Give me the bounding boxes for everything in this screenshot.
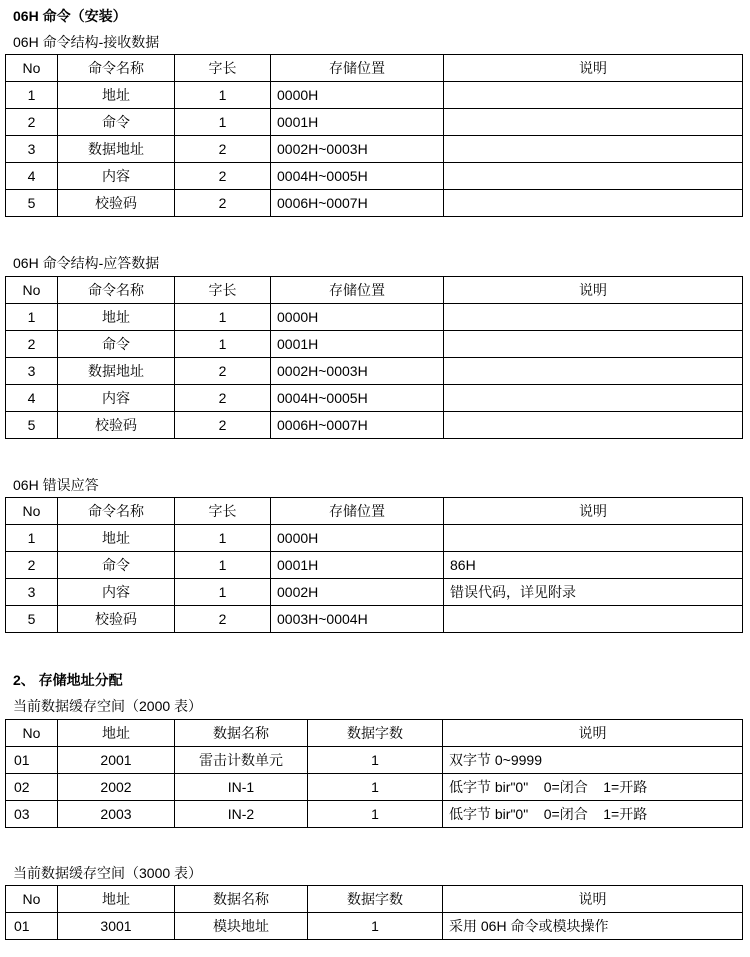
- table-cell: 2003: [58, 801, 175, 828]
- table-cell: 0002H: [271, 579, 444, 606]
- table2000-caption: 当前数据缓存空间（2000 表）: [13, 698, 203, 714]
- table-cell: 采用 06H 命令或模块操作: [443, 913, 743, 940]
- header-cell: 说明: [443, 720, 743, 747]
- table-cell: 1: [175, 525, 271, 552]
- header-cell: No: [6, 720, 58, 747]
- table-cell: 3: [6, 579, 58, 606]
- section1-heading: 06H 命令（安装）: [13, 8, 127, 24]
- table-cell: 1: [308, 747, 443, 774]
- table-cell: 1: [6, 525, 58, 552]
- table-cell: 内容: [58, 385, 175, 412]
- table-cell: 0001H: [271, 109, 444, 136]
- table-cell: 命令: [58, 109, 175, 136]
- receive-caption: 06H 命令结构-接收数据: [13, 34, 160, 50]
- table-cell: 2: [6, 552, 58, 579]
- table-cell: [444, 385, 743, 412]
- header-cell: 数据字数: [308, 886, 443, 913]
- table-row: [6, 331, 743, 358]
- table-cell: 2: [175, 163, 271, 190]
- table-cell: [444, 304, 743, 331]
- header-cell: 存储位置: [271, 498, 444, 525]
- table-cell: 内容: [58, 579, 175, 606]
- table-row: [6, 358, 743, 385]
- table-header-row: [6, 55, 743, 82]
- table-2000: [5, 719, 743, 828]
- table-cell: 5: [6, 412, 58, 439]
- table-row: [6, 747, 743, 774]
- table-cell: 0002H~0003H: [271, 358, 444, 385]
- header-cell: 命令名称: [58, 55, 175, 82]
- table-cell: 错误代码，详见附录: [444, 579, 743, 606]
- header-cell: 命令名称: [58, 277, 175, 304]
- table-cell: 1: [308, 774, 443, 801]
- section2-heading: 2、 存储地址分配: [13, 672, 123, 688]
- table-cell: 模块地址: [175, 913, 308, 940]
- table-cell: 1: [175, 552, 271, 579]
- table-header-row: [6, 498, 743, 525]
- table-cell: 5: [6, 606, 58, 633]
- table-cell: 1: [175, 109, 271, 136]
- table-cell: 内容: [58, 163, 175, 190]
- table-cell: 双字节 0~9999: [443, 747, 743, 774]
- table-cell: 数据地址: [58, 358, 175, 385]
- table-row: [6, 190, 743, 217]
- table-cell: 校验码: [58, 190, 175, 217]
- table-cell: 3: [6, 358, 58, 385]
- table-cell: 2: [175, 358, 271, 385]
- table-cell: 命令: [58, 331, 175, 358]
- table-cell: IN-2: [175, 801, 308, 828]
- table-cell: 数据地址: [58, 136, 175, 163]
- table-cell: 0000H: [271, 304, 444, 331]
- header-cell: 数据字数: [308, 720, 443, 747]
- table-cell: 2: [175, 412, 271, 439]
- table-cell: 4: [6, 163, 58, 190]
- header-cell: 说明: [444, 55, 743, 82]
- table-cell: 1: [6, 82, 58, 109]
- table-row: [6, 606, 743, 633]
- table-cell: 0006H~0007H: [271, 412, 444, 439]
- table-cell: 0006H~0007H: [271, 190, 444, 217]
- table-cell: 1: [6, 304, 58, 331]
- table-cell: 4: [6, 385, 58, 412]
- table-cell: 2: [175, 136, 271, 163]
- table-row: [6, 304, 743, 331]
- table-cell: 0000H: [271, 82, 444, 109]
- table-cell: 地址: [58, 304, 175, 331]
- table-row: [6, 109, 743, 136]
- table-cell: 0004H~0005H: [271, 385, 444, 412]
- table-cell: 1: [308, 801, 443, 828]
- table-cell: 2: [6, 331, 58, 358]
- header-cell: No: [6, 498, 58, 525]
- table-cell: 86H: [444, 552, 743, 579]
- table-cell: [444, 606, 743, 633]
- table-cell: 1: [308, 913, 443, 940]
- table-row: [6, 774, 743, 801]
- table-cell: 2: [175, 606, 271, 633]
- header-cell: No: [6, 886, 58, 913]
- table-cell: [444, 358, 743, 385]
- table-cell: 3001: [58, 913, 175, 940]
- table-header-row: [6, 720, 743, 747]
- table-cell: 2001: [58, 747, 175, 774]
- table-cell: 2: [175, 190, 271, 217]
- table-cell: 低字节 bir"0" 0=闭合 1=开路: [443, 801, 743, 828]
- table-cell: 地址: [58, 82, 175, 109]
- table-row: [6, 82, 743, 109]
- table-cell: 1: [175, 82, 271, 109]
- table-row: [6, 163, 743, 190]
- header-cell: 地址: [58, 720, 175, 747]
- table-cell: 2002: [58, 774, 175, 801]
- header-cell: 字长: [175, 55, 271, 82]
- error-table: [5, 497, 743, 633]
- table-cell: 2: [175, 385, 271, 412]
- table-cell: 0004H~0005H: [271, 163, 444, 190]
- table-cell: IN-1: [175, 774, 308, 801]
- table-cell: 03: [6, 801, 58, 828]
- table-header-row: [6, 886, 743, 913]
- table-cell: 5: [6, 190, 58, 217]
- table-cell: 01: [6, 747, 58, 774]
- table-cell: [444, 525, 743, 552]
- header-cell: 字长: [175, 277, 271, 304]
- table-cell: 校验码: [58, 412, 175, 439]
- error-caption: 06H 错误应答: [13, 477, 99, 493]
- table-cell: 3: [6, 136, 58, 163]
- table-cell: [444, 136, 743, 163]
- table-cell: 0002H~0003H: [271, 136, 444, 163]
- table-cell: [444, 190, 743, 217]
- table-cell: 1: [175, 304, 271, 331]
- table-cell: 1: [175, 579, 271, 606]
- header-cell: 存储位置: [271, 277, 444, 304]
- table-cell: 0001H: [271, 552, 444, 579]
- table-cell: [444, 331, 743, 358]
- response-caption: 06H 命令结构-应答数据: [13, 255, 160, 271]
- response-table: [5, 276, 743, 439]
- table-cell: 0001H: [271, 331, 444, 358]
- table-row: [6, 385, 743, 412]
- table-cell: 地址: [58, 525, 175, 552]
- header-cell: No: [6, 277, 58, 304]
- table-cell: 命令: [58, 552, 175, 579]
- table-row: [6, 579, 743, 606]
- table-cell: [444, 412, 743, 439]
- table-cell: 02: [6, 774, 58, 801]
- header-cell: 字长: [175, 498, 271, 525]
- table-cell: [444, 163, 743, 190]
- table-cell: 校验码: [58, 606, 175, 633]
- header-cell: 说明: [444, 498, 743, 525]
- table-cell: 2: [6, 109, 58, 136]
- header-cell: 存储位置: [271, 55, 444, 82]
- receive-table: [5, 54, 743, 217]
- table-cell: 雷击计数单元: [175, 747, 308, 774]
- table-3000: [5, 885, 743, 940]
- table-cell: 0000H: [271, 525, 444, 552]
- table-cell: 01: [6, 913, 58, 940]
- table-row: [6, 525, 743, 552]
- header-cell: 数据名称: [175, 720, 308, 747]
- header-cell: 说明: [443, 886, 743, 913]
- header-cell: 地址: [58, 886, 175, 913]
- table-row: [6, 552, 743, 579]
- header-cell: 数据名称: [175, 886, 308, 913]
- table-cell: [444, 82, 743, 109]
- table-header-row: [6, 277, 743, 304]
- header-cell: 命令名称: [58, 498, 175, 525]
- table-cell: [444, 109, 743, 136]
- table-cell: 低字节 bir"0" 0=闭合 1=开路: [443, 774, 743, 801]
- table-row: [6, 913, 743, 940]
- header-cell: No: [6, 55, 58, 82]
- table-row: [6, 412, 743, 439]
- header-cell: 说明: [444, 277, 743, 304]
- table-cell: 1: [175, 331, 271, 358]
- table-row: [6, 136, 743, 163]
- table-cell: 0003H~0004H: [271, 606, 444, 633]
- table3000-caption: 当前数据缓存空间（3000 表）: [13, 865, 203, 881]
- table-row: [6, 801, 743, 828]
